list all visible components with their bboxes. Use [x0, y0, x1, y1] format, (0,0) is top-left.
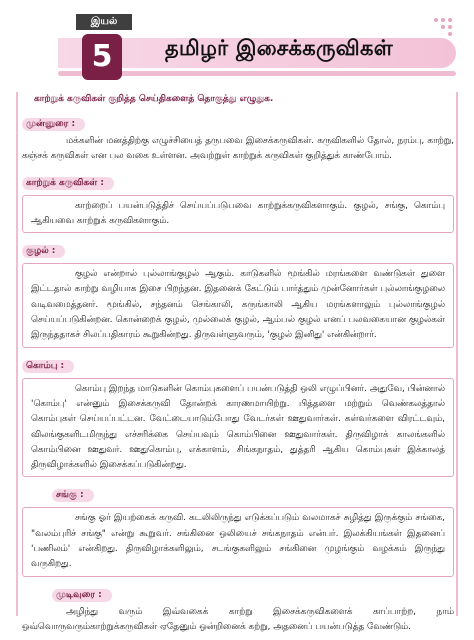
section-horn	[22, 353, 454, 478]
section-box	[22, 378, 454, 478]
section-text: காற்றைப் பயன்படுத்திச் செய்யப்படுபவை காற்றுக்கருவிகளாகும். குழல், சங்கு, கொம்பு ஆகியவை காற்றுக் கருவிகளாகும்.	[31, 200, 445, 226]
section-wind-instruments	[22, 170, 454, 234]
section-label: முடிவுரை :	[52, 589, 112, 602]
section-box	[22, 263, 454, 347]
section-label: காற்றுக் கருவிகள் :	[22, 177, 114, 190]
section-intro	[22, 111, 454, 165]
section-text: சங்கு ஓர் இயற்கைக் கருவி. கடலிலிருந்து எடுக்கப்படும் வலமாகச் சுழித்து இருக்கும் சங்கை, "வலம்புரிச் சங்கு" என்று கூறுவர். சங்கினை ஒலியைச் சங்கநாதம் என்பர். இலக்கியங்கள் இதனைப் 'பணிலம்' என்கிறது. திருவிழாக்களிலும், சடங்குகளிலும் சங்கினை முழங்கும் வழக்கம் இருந்து வருகிறது.	[31, 513, 445, 570]
corner-decoration-icon	[432, 16, 454, 38]
lesson-tag: இயல்	[76, 14, 132, 30]
section-label: கொம்பு :	[22, 360, 74, 373]
section-text: மக்களின் மனத்திற்கு எழுச்சியைத் தருபவை இசைக்கருவிகள். கருவிகளில் தோல், நரம்பு, காற்று, கஞ்சக் கருவிகள் என பல வகை உள்ளன. அவற்றுள் காற்றுக் கருவிகள் குறித்துக் காண்போம்.	[22, 136, 454, 162]
section-text: அழிந்து வரும் இவ்வகைக் காற்று இசைக்கருவிகளைக் காப்பாற்ற, நாம் ஒவ்வொருவரும்காற்றுக்கருவிகள் ஏதேனும் ஒன்றினைக் கற்று, அதனைப் பயன்படுத்த வேண்டும்.	[22, 606, 454, 632]
section-conclusion	[22, 582, 454, 636]
section-label: முன்னுரை :	[22, 118, 85, 131]
lesson-number-badge: 5	[82, 34, 122, 80]
section-label: சங்கு :	[52, 489, 94, 502]
section-flute	[22, 238, 454, 347]
question-instruction: காற்றுக் கருவிகள் குறித்த செய்திகளைத் தொகுத்து எழுதுக.	[34, 94, 274, 104]
section-label: குழல் :	[22, 245, 65, 258]
section-text: கொம்பு இறந்த மாடுகளின் கொம்புகளைப் பயன்படுத்தி ஒலி எழுப்பினர். அதுவே, பின்னால் 'கொம்பு' என்னும் இசைக்கருவி தோன்றக் காரணமாயிற்று. பித்தளை மற்றும் வெண்கலத்தால் கொம்புகள் செய்யப்பட்டன. வேட்டையாடும்போது வேடர்கள் ஊதுவார்கள். கள்வர்களை விரட்டவும், விலங்குகளிடமிருந்து எச்சரிக்கை செய்யவும் கொம்பினை ஊதுவார்கள். திருவிழாக் காலங்களில் கொம்பினை ஊதுவர். ஊதுகொம்பு, எக்காளம், சிங்கநாதம், துத்தரி ஆகிய கொம்புகள் இக்காலத் திருவிழாக்களில் இசைக்கப்படுகின்றது.	[31, 383, 445, 471]
section-box	[22, 507, 454, 576]
section-box	[22, 195, 454, 234]
page-title: தமிழர் இசைக்கருவிகள்	[165, 36, 393, 60]
section-conch	[22, 482, 454, 576]
page-header	[0, 0, 474, 95]
section-text: குழல் என்றால் புல்லாங்குழல் ஆகும். காடுகளில் மூங்கில் மரங்களை வண்டுகள் துளை இட்டதால் காற்று வழியாக இசை பிறந்தன. இதனைக் கேட்டும் பார்த்தும் முன்னோர்கள் புல்லாங்குழலை வடிவமைத்தனர். மூங்கில், சந்தனம் செங்காலி, கருங்காலி ஆகிய மரங்களாலும் புல்லாங்குழல் செய்யப்படுகின்றன. கொன்றைக் குழல், முல்லைக் குழல், ஆம்பல் குழல் எனப் பலவகையான குழல்கள் இருந்ததாகச் சிலப்பதிகாரம் கூறுகின்றது. திருவள்ளுவரும், 'குழல் இனிது' என்கின்றார்.	[31, 269, 445, 341]
page-content	[22, 94, 454, 640]
